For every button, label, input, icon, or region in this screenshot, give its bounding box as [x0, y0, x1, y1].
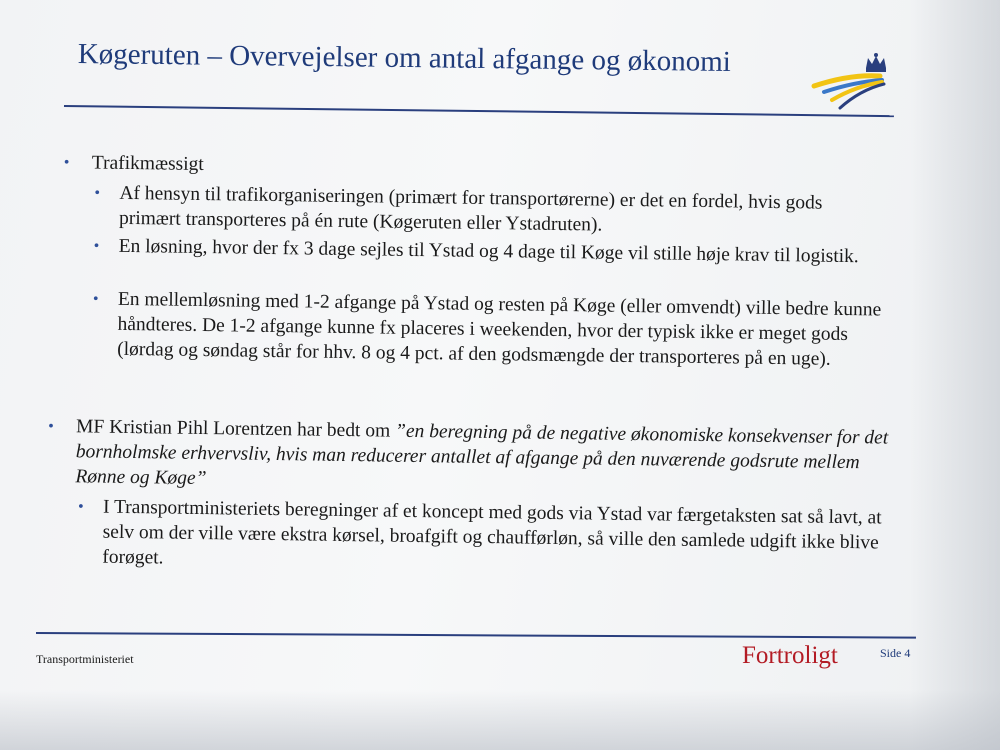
bullet-icon: • — [94, 184, 101, 202]
section2-heading — [75, 414, 896, 500]
section1-bullet-3: En mellemløsning med 1-2 afgange på Ystad og resten på Køge (eller omvendt) ville bedre kunne håndteres. De 1-2 afgange kunne fx placeres i weekenden, hvor der typisk ikke er meget gods (lørdag og søndag står for hhv. 8 og 4 pct. af den godsmængde der transporteres på en uge). — [117, 288, 882, 370]
section2-heading-text: MF Kristian Pihl Lorentzen har bedt om — [75, 416, 396, 442]
section2-bullet-1: I Transportministeriets beregninger af et koncept med gods via Ystad var færgetaksten sat så lavt, at selv om der ville være ekstra kørsel, broafgift og chaufførløn, så ville den samlede udgift ikke blive forøget. — [102, 496, 882, 569]
page-number: Side 4 — [880, 646, 911, 660]
bullet-icon: • — [93, 237, 100, 255]
confidential-label: Fortroligt — [742, 642, 838, 669]
slide-title: Køgeruten – Overvejelser om antal afgange og økonomi — [77, 38, 732, 78]
footer-organization: Transportministeriet — [36, 652, 134, 666]
bullet-icon: • — [48, 417, 54, 435]
section2-quote: ”en beregning på de negative økonomiske konsekvenser for det bornholmske erhvervsliv, hvis man reducerer antallet af afgange på den nuværende godsrute mellem Rønne og Køge” — [75, 420, 889, 490]
bullet-icon: • — [92, 290, 99, 308]
bullet-icon: • — [63, 154, 70, 172]
section1-bullet-2: En løsning, hvor der fx 3 dage sejles til Ystad og 4 dage til Køge vil stille høje krav til logistik. — [118, 235, 859, 268]
section1-bullet-1: Af hensyn til trafikorganiseringen (primært for transportørerne) er det en fordel, hvis gods primært transporteres på én rute (Køgeruten eller Ystadruten). — [118, 182, 823, 236]
section1-heading: Trafikmæssigt — [91, 152, 204, 176]
bullet-icon: • — [77, 498, 84, 516]
